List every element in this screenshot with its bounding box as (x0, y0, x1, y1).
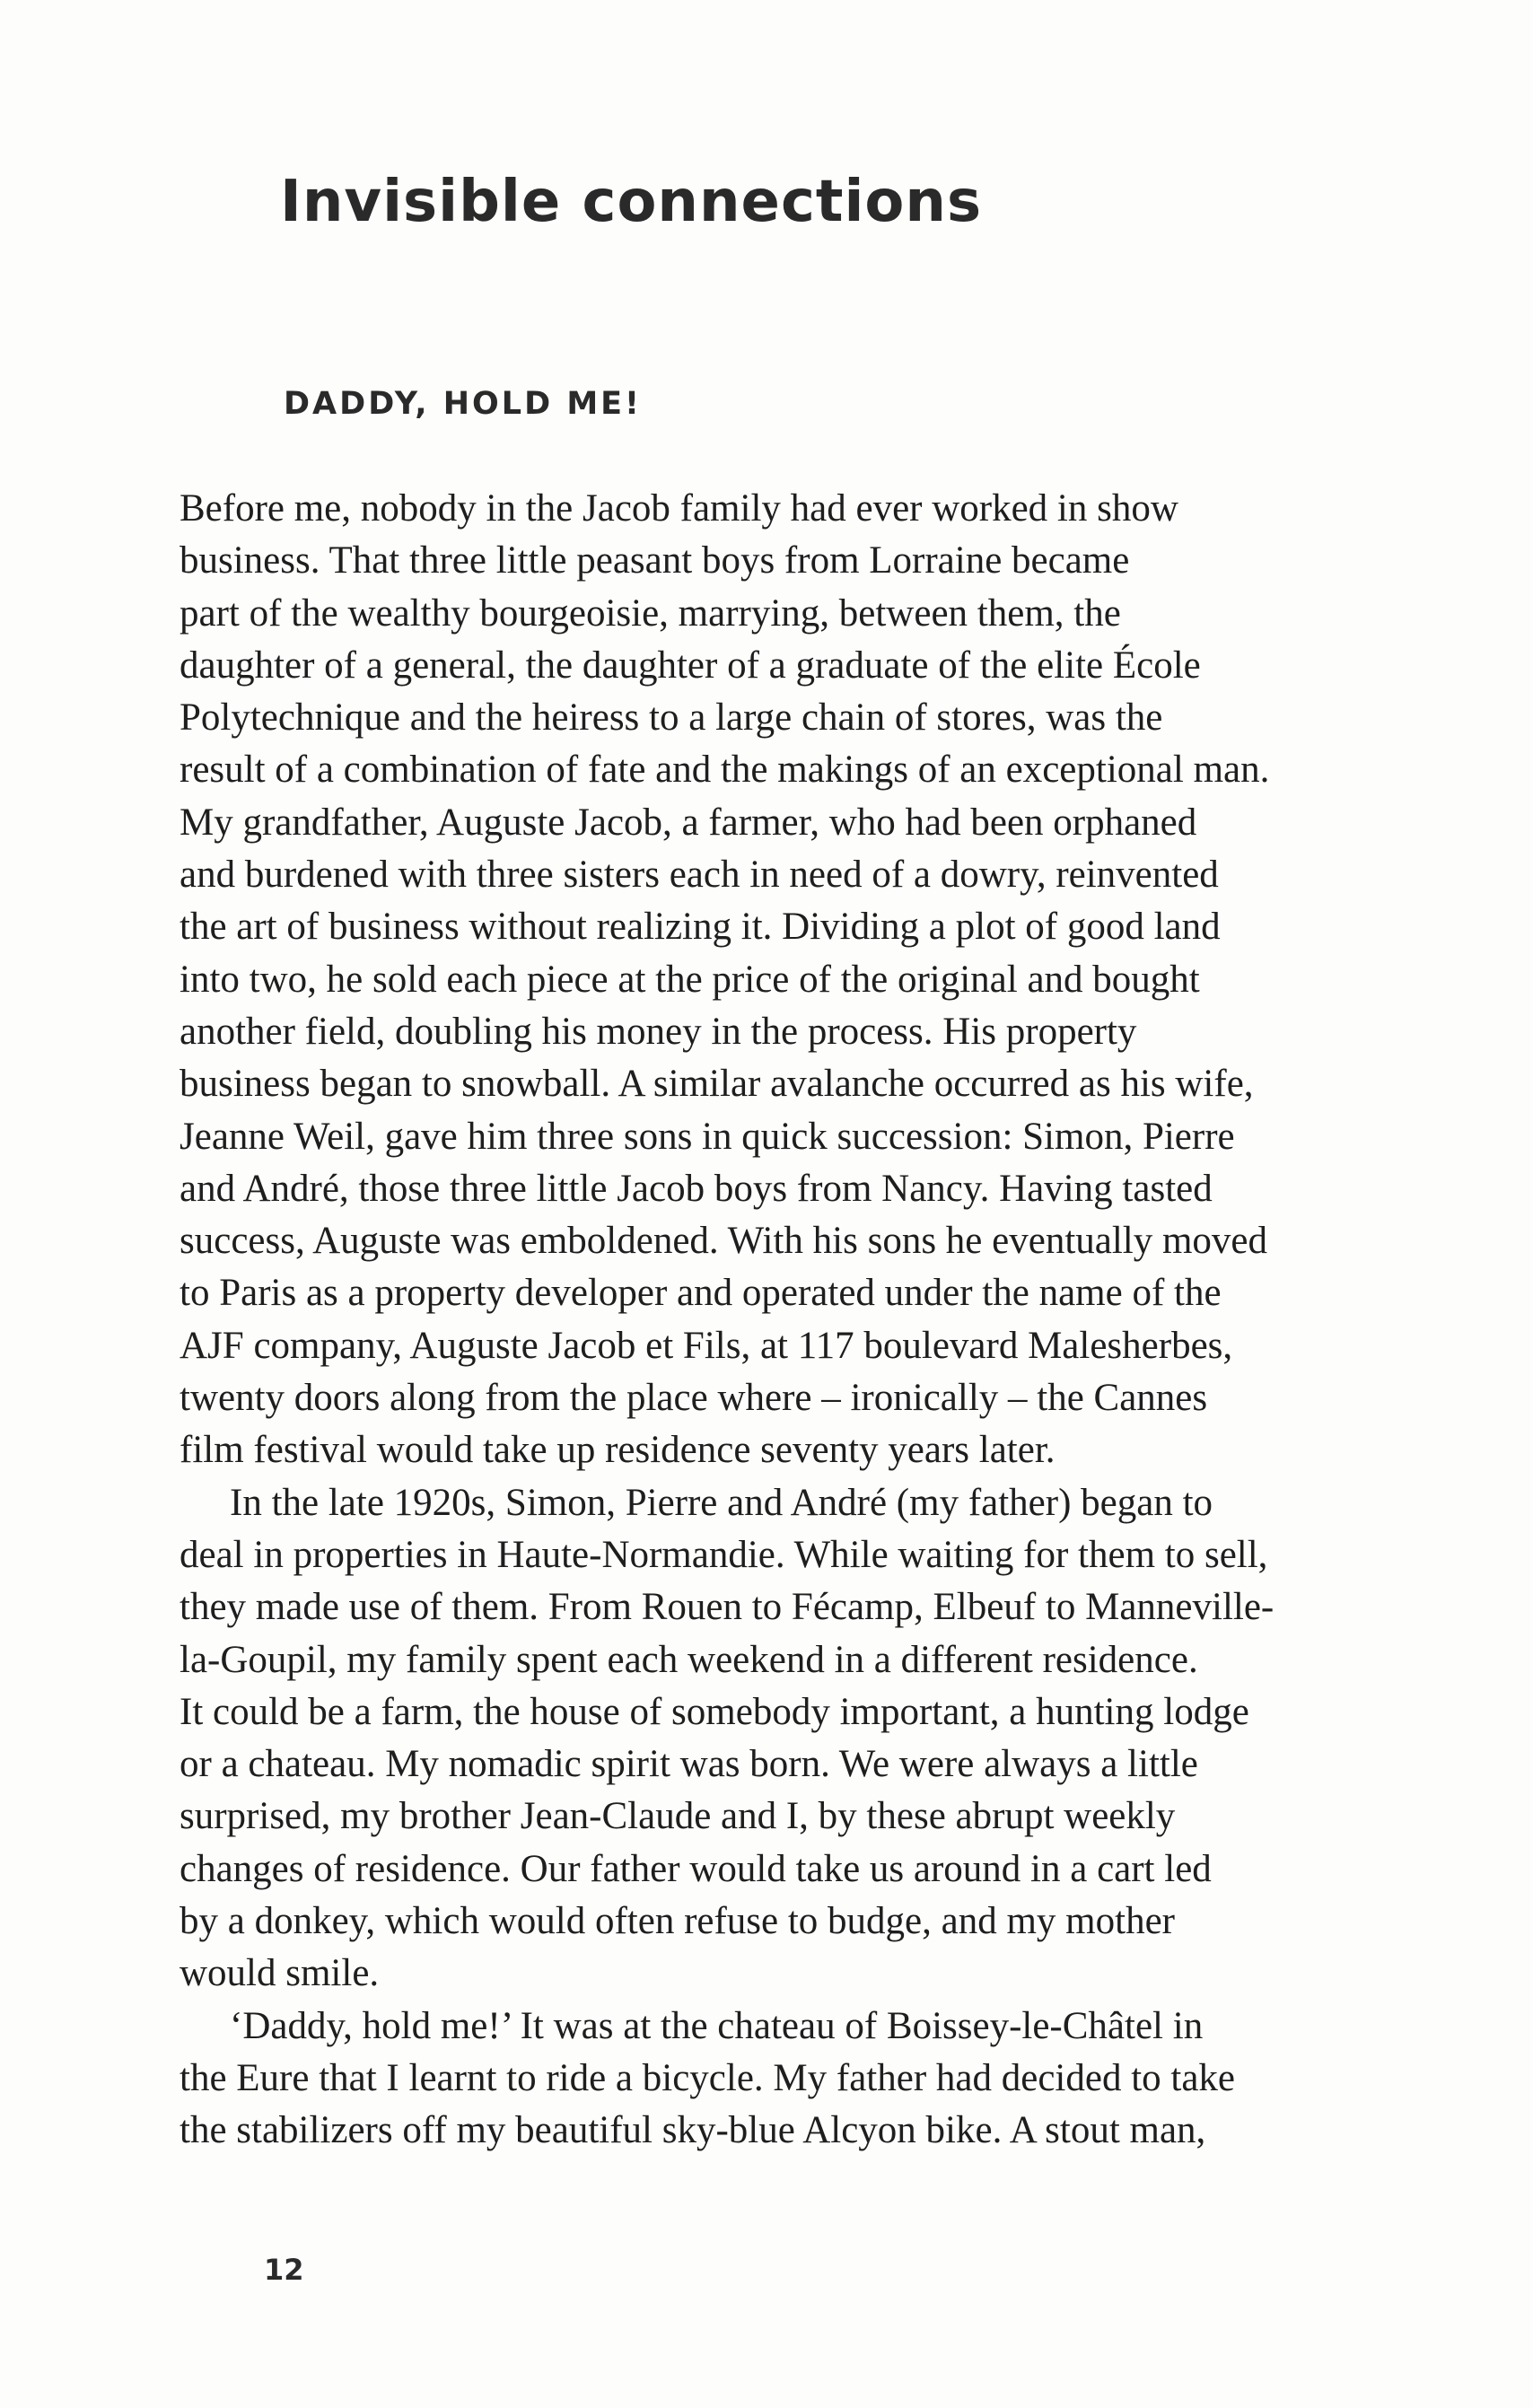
text-line: result of a combination of fate and the makings of an exceptional man. (180, 749, 1270, 792)
text-line: would smile. (180, 1952, 380, 1995)
text-line: AJF company, Auguste Jacob et Fils, at 117 boulevard Malesherbes, (180, 1324, 1233, 1367)
text-line: My grandfather, Auguste Jacob, a farmer, who had been orphaned (180, 801, 1197, 844)
text-line: film festival would take up residence seventy years later. (180, 1429, 1056, 1472)
text-line: or a chateau. My nomadic spirit was born. We were always a little (180, 1743, 1198, 1786)
text-line: business. That three little peasant boys from Lorraine became (180, 539, 1130, 582)
text-line: deal in properties in Haute-Normandie. While waiting for them to sell, (180, 1533, 1268, 1576)
text-line: the Eure that I learnt to ride a bicycle. My father had decided to take (180, 2056, 1236, 2099)
text-line: Before me, nobody in the Jacob family had ever worked in show (180, 487, 1178, 530)
text-line: changes of residence. Our father would take us around in a cart led (180, 1847, 1212, 1890)
text-line: business began to snowball. A similar avalanche occurred as his wife, (180, 1063, 1254, 1106)
text-line: and burdened with three sisters each in need of a dowry, reinvented (180, 854, 1219, 897)
text-line: the art of business without realizing it. Dividing a plot of good land (180, 906, 1221, 949)
text-line: surprised, my brother Jean-Claude and I, by these abrupt weekly (180, 1795, 1176, 1838)
section-heading: DADDY, HOLD ME! (284, 386, 643, 422)
text-line: into two, he sold each piece at the price of the original and bought (180, 958, 1200, 1001)
text-line: part of the wealthy bourgeoisie, marrying, between them, the (180, 591, 1121, 635)
text-line: by a donkey, which would often refuse to budge, and my mother (180, 1900, 1175, 1943)
paragraph-start-line: In the late 1920s, Simon, Pierre and André (my father) began to (230, 1481, 1213, 1524)
text-line: daughter of a general, the daughter of a graduate of the elite École (180, 644, 1201, 687)
page-number: 12 (264, 2253, 304, 2287)
paragraph-start-line: ‘Daddy, hold me!’ It was at the chateau of Boissey-le-Châtel in (230, 2004, 1204, 2047)
body-text (180, 483, 1382, 2158)
text-line: and André, those three little Jacob boys from Nancy. Having tasted (180, 1167, 1213, 1210)
text-line: the stabilizers off my beautiful sky-blue Alcyon bike. A stout man, (180, 2109, 1206, 2152)
text-line: another field, doubling his money in the process. His property (180, 1010, 1137, 1053)
text-line: success, Auguste was emboldened. With his sons he eventually moved (180, 1220, 1268, 1263)
text-line: to Paris as a property developer and operated under the name of the (180, 1272, 1222, 1315)
text-line: la-Goupil, my family spent each weekend in a different residence. (180, 1638, 1198, 1681)
text-line: they made use of them. From Rouen to Fécamp, Elbeuf to Manneville- (180, 1586, 1275, 1629)
chapter-title: Invisible connections (280, 169, 983, 235)
text-line: twenty doors along from the place where – ironically – the Cannes (180, 1377, 1208, 1420)
text-line: It could be a farm, the house of somebody important, a hunting lodge (180, 1690, 1249, 1733)
text-line: Jeanne Weil, gave him three sons in quick succession: Simon, Pierre (180, 1115, 1235, 1158)
text-line: Polytechnique and the heiress to a large chain of stores, was the (180, 696, 1163, 740)
